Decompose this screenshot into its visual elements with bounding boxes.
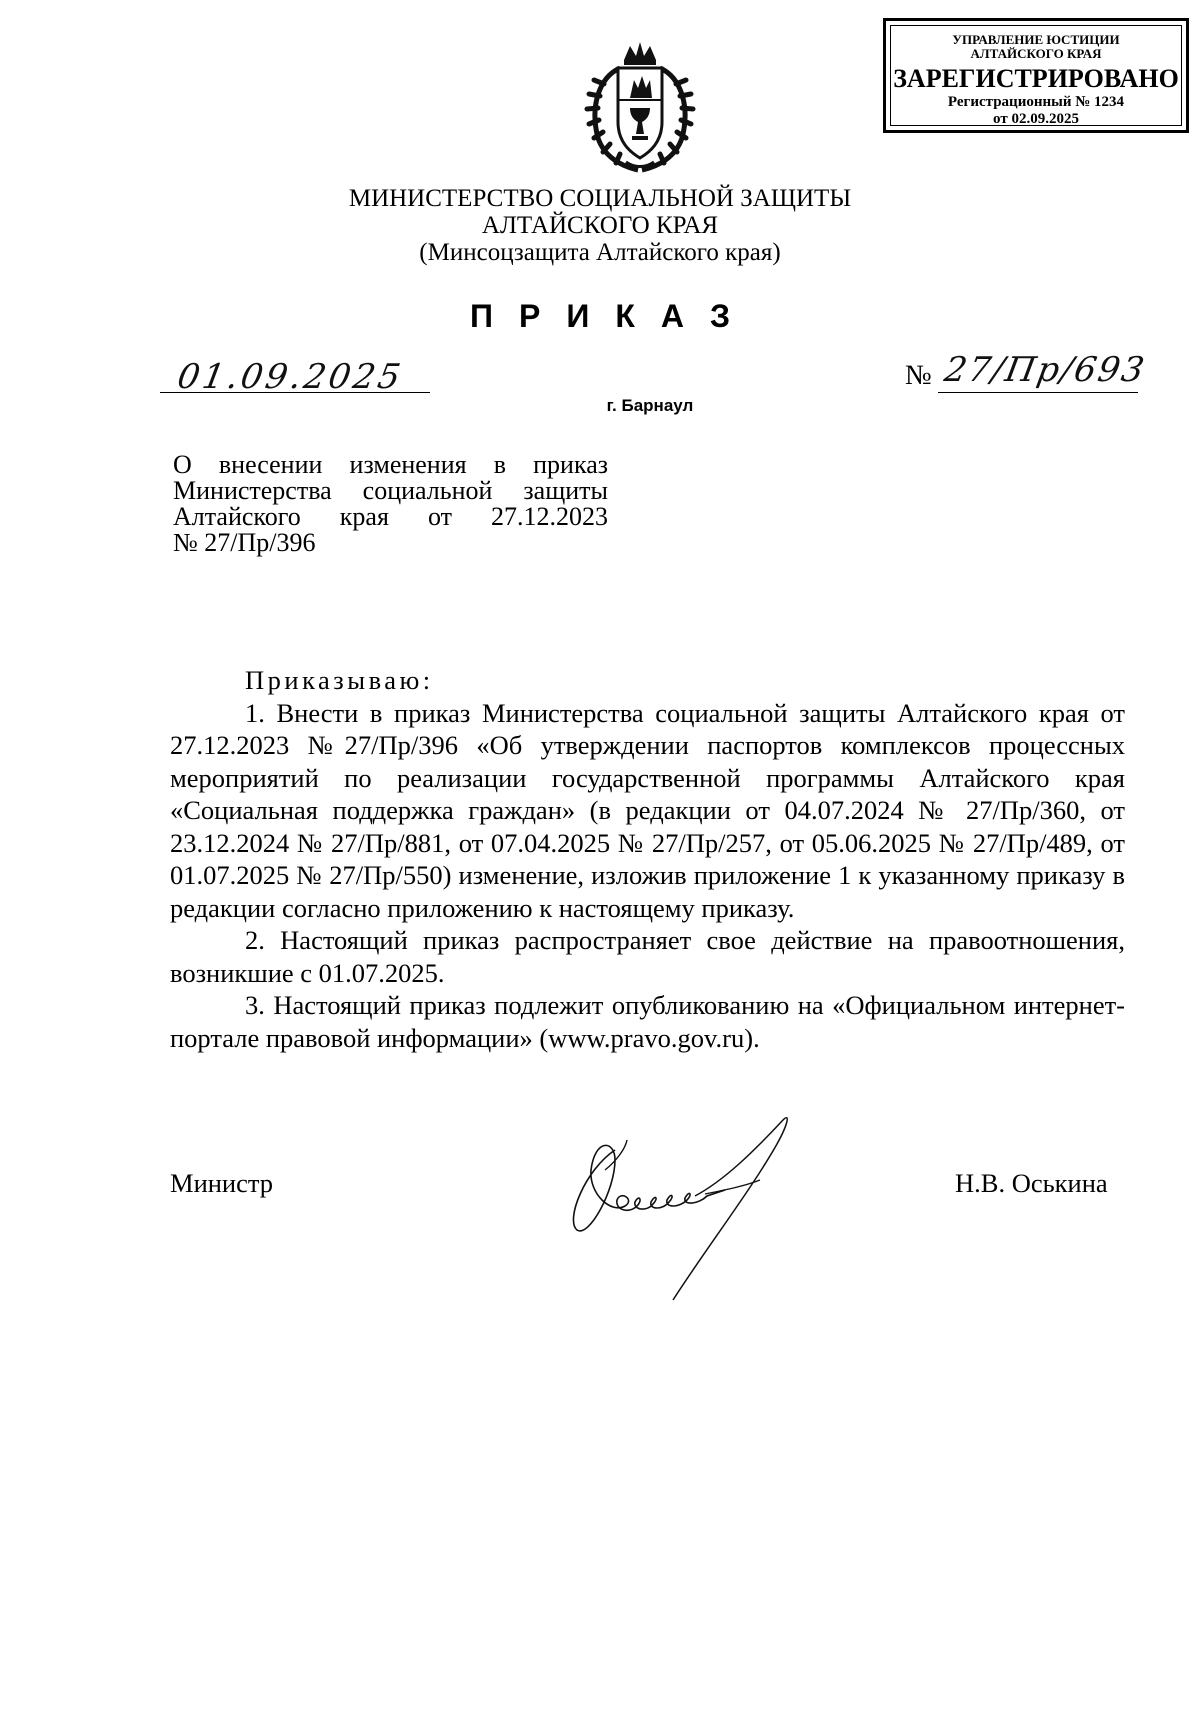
ministry-name-line1: МИНИСТЕРСТВО СОЦИАЛЬНОЙ ЗАЩИТЫ	[348, 185, 852, 212]
registration-stamp	[883, 18, 1189, 133]
order-date-handwritten: 01.09.2025	[174, 357, 407, 397]
subject-line-1: О внесении изменения в приказ	[173, 450, 608, 479]
stamp-reg-date: от 02.09.2025	[993, 111, 1079, 127]
ministry-name-line2: АЛТАЙСКОГО КРАЯ	[481, 212, 719, 239]
order-number-handwritten: 27/Пр/693	[941, 350, 1150, 390]
subject-line-3: Алтайского края от 27.12.2023	[173, 502, 608, 531]
ministry-short-name: (Минсоцзащита Алтайского края)	[419, 239, 781, 266]
handwritten-signature	[555, 1110, 835, 1305]
order-item-2: 2. Настоящий приказ распространяет свое действие на правоотношения, возникшие с 01.07.2025.	[170, 925, 1125, 988]
subject-line-2: Министерства социальной защиты	[173, 476, 608, 505]
number-sign: №	[905, 360, 932, 391]
coat-of-arms-icon	[580, 38, 700, 178]
stamp-frame	[890, 25, 1182, 126]
order-body	[170, 664, 1125, 1054]
decree-word: Приказываю:	[245, 665, 434, 695]
stamp-status: ЗАРЕГИСТРИРОВАНО	[893, 64, 1179, 93]
stamp-agency: УПРАВЛЕНИЕ ЮСТИЦИИ АЛТАЙСКОГО КРАЯ	[952, 32, 1120, 61]
signer-name: Н.В. Оськина	[955, 1168, 1108, 1198]
city-label: г. Барнаул	[606, 396, 694, 415]
order-item-1: 1. Внести в приказ Министерства социальной защиты Алтайского края от 27.12.2023 №27/Пр/396 «Об утверждении паспортов комплексов процессных мероприятий по реализации государственной программы Алтайского края «Социальная поддержка граждан» (в редакции от 04.07.2024 № 27/Пр/360, от 23.12.2024 № 27/Пр/881, от 07.04.2025 № 27/Пр/257, от 05.06.2025 № 27/Пр/489, от 01.07.2025 № 27/Пр/550) изменение, изложив приложение 1 к указанному приказу в редакции согласно приложению к настоящему приказу.	[170, 697, 1125, 923]
date-underline	[160, 392, 430, 393]
stamp-reg-number: Регистрационный № 1234	[947, 94, 1125, 110]
subject-line-4: № 27/Пр/396	[173, 528, 316, 557]
order-item-3: 3. Настоящий приказ подлежит опубликованию на «Официальном интернет-портале правовой информации» (www.pravo.gov.ru).	[170, 990, 1125, 1053]
number-underline	[938, 392, 1138, 393]
signer-position: Министр	[170, 1168, 274, 1198]
document-type-title: ПРИКАЗ	[469, 298, 757, 334]
order-subject	[173, 452, 608, 556]
